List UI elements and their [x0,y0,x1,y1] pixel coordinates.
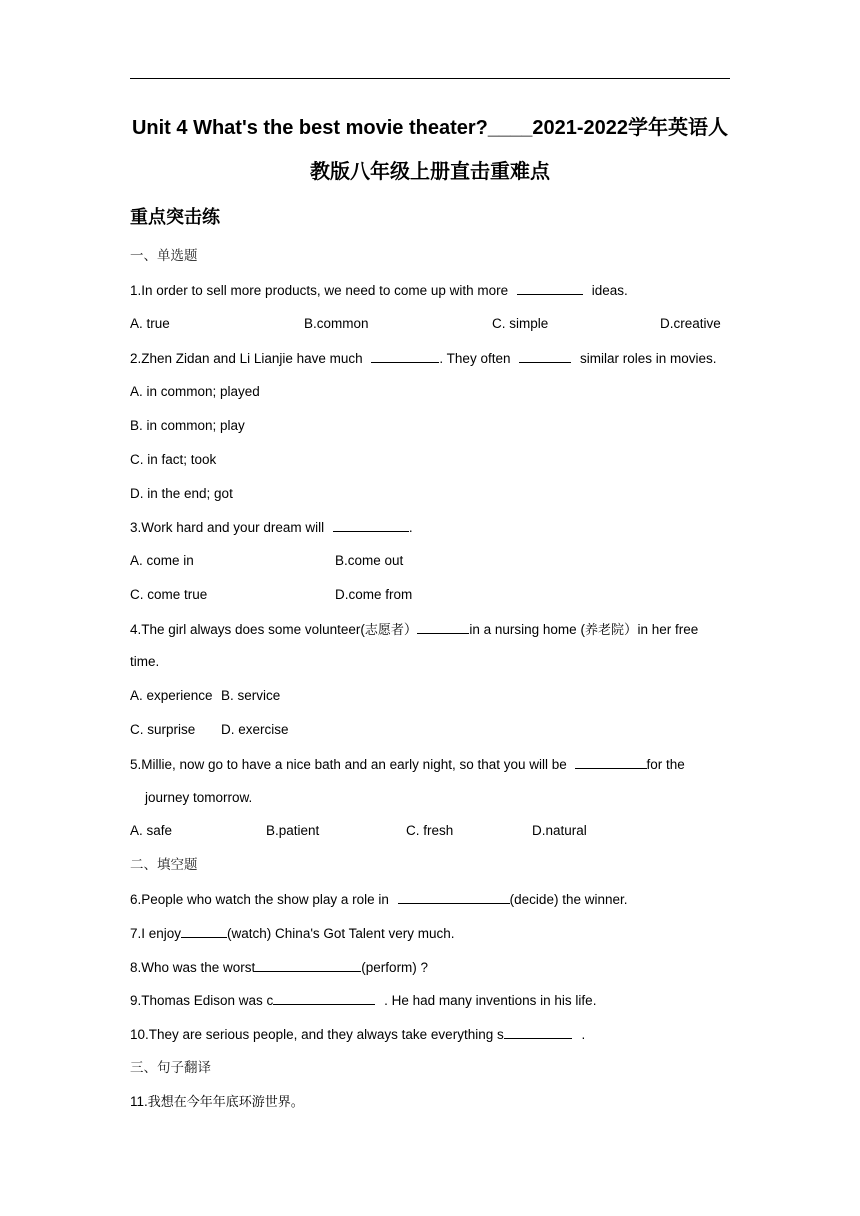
page-title-line-1: Unit 4 What's the best movie theater?____2021-2022学年英语人 [131,117,729,139]
question-4-text-2: in a nursing home ( [469,622,585,637]
option-3b: B.come out [335,553,404,568]
question-2-tail: similar roles in movies. [580,351,717,366]
question-1-text: 1.In order to sell more products, we need to come up with more [130,283,509,298]
question-6-text: 6.People who watch the show play a role in [130,892,389,907]
question-5-tail: for the [646,757,685,772]
answer-blank [398,890,510,904]
question-3-text: 3.Work hard and your dream will [130,520,325,535]
option-1c: C. simple [492,316,549,331]
question-5 [130,755,685,774]
answer-blank [575,755,647,769]
page-title-line-2: 教版八年级上册直击重难点 [310,161,550,183]
question-9 [130,991,596,1010]
question-5-text: 5.Millie, now go to have a nice bath and an early night, so that you will be [130,757,567,772]
question-10 [130,1025,585,1044]
question-7-text: 7.I enjoy [130,926,182,941]
answer-blank [273,991,375,1005]
section-heading: 重点突击练 [130,207,220,227]
option-5d: D.natural [532,823,587,838]
section-multiple-choice: 一、单选题 [130,248,198,264]
answer-blank [333,518,409,532]
question-9-tail: . He had many inventions in his life. [384,993,597,1008]
answer-blank [517,281,583,295]
question-10-tail: . [581,1027,586,1042]
question-7 [130,924,454,943]
option-4a: A. experience [130,688,213,703]
question-4-paren: ） [403,622,418,637]
question-8-text: 8.Who was the worst [130,960,256,975]
question-4-gloss-1: 志愿者 [364,623,404,638]
question-3 [130,518,413,537]
option-2b: B. in common; play [130,418,245,433]
section-fill-in: 二、填空题 [130,857,198,873]
question-8 [130,958,428,977]
option-3c: C. come true [130,587,208,602]
question-4 [130,620,698,640]
option-1a: A. true [130,316,170,331]
question-2-mid: . They often [439,351,511,366]
option-3a: A. come in [130,553,194,568]
question-6 [130,890,628,909]
question-7-tail: (watch) China's Got Talent very much. [227,926,455,941]
question-11-text: 我想在今年年底环游世界。 [147,1095,304,1110]
question-4-tail: ）in her free [623,622,699,637]
option-5c: C. fresh [406,823,454,838]
option-2d: D. in the end; got [130,486,233,501]
question-2 [130,349,717,368]
option-4b: B. service [221,688,281,703]
question-3-tail: . [408,520,413,535]
answer-blank [417,620,469,634]
answer-blank [504,1025,572,1039]
question-4-text: 4.The girl always does some volunteer( [130,622,365,637]
question-1 [130,281,628,300]
question-5-continued: journey tomorrow. [145,790,253,805]
option-3d: D.come from [335,587,413,602]
question-1-tail: ideas. [591,283,628,298]
option-2c: C. in fact; took [130,452,217,467]
question-4-gloss-2: 养老院 [584,623,624,638]
answer-blank [371,349,439,363]
question-6-tail: (decide) the winner. [509,892,628,907]
header-rule [130,78,730,79]
question-9-text: 9.Thomas Edison was c [130,993,274,1008]
question-11 [130,1093,304,1112]
question-8-tail: (perform) ? [361,960,429,975]
question-4-continued: time. [130,654,160,669]
question-2-text: 2.Zhen Zidan and Li Lianjie have much [130,351,363,366]
answer-blank [181,924,227,938]
answer-blank [255,958,361,972]
option-5b: B.patient [266,823,320,838]
answer-blank [519,349,571,363]
section-translation: 三、句子翻译 [130,1060,211,1076]
option-1b: B.common [304,316,369,331]
option-1d: D.creative [660,316,721,331]
option-2a: A. in common; played [130,384,260,399]
question-10-text: 10.They are serious people, and they always take everything s [130,1027,504,1042]
option-4d: D. exercise [221,722,289,737]
option-4c: C. surprise [130,722,196,737]
question-11-number: 11. [130,1094,148,1109]
option-5a: A. safe [130,823,173,838]
